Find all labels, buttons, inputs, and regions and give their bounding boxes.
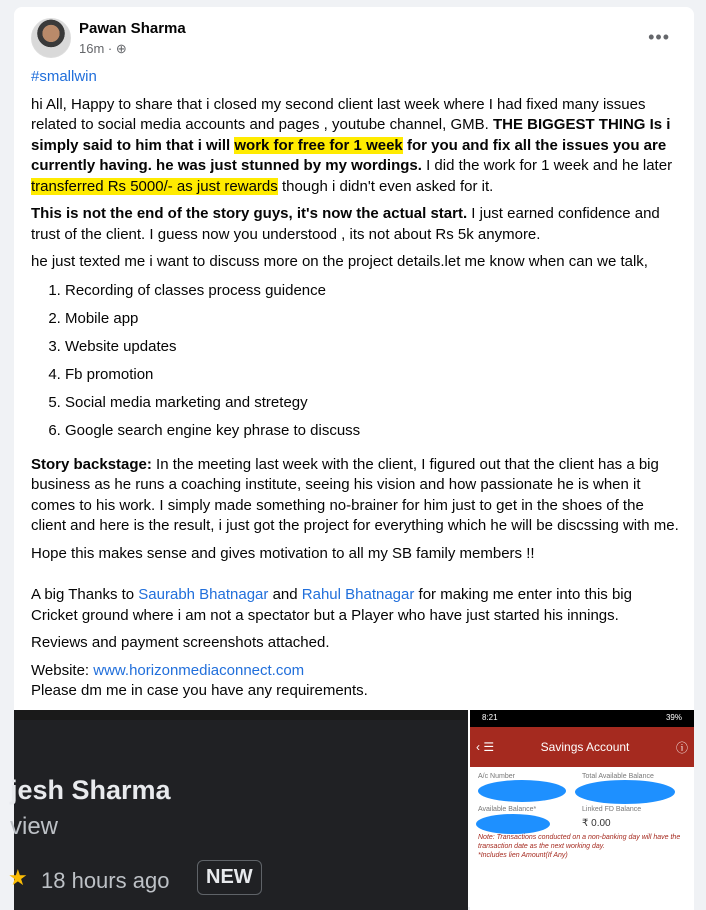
list-item: 6. Google search engine key phrase to discuss bbox=[65, 420, 681, 448]
highlighted-text: work for free for 1 week bbox=[234, 136, 403, 154]
label-ac: A/c Number bbox=[478, 773, 515, 780]
hashtag-link[interactable]: #smallwin bbox=[31, 68, 97, 85]
text: In the meeting last week with the client, I figured out that the client has a big business as he runs a coaching institute, seeing his vision and how passionate he is when it comes to his work. I simply made something no-brainer for him just to get in the shoes of the client and here is the result, i just got the project for everything which he will be discssing with me. bbox=[31, 455, 679, 534]
bank-header bbox=[470, 727, 694, 767]
star-icon: ★ bbox=[8, 865, 28, 890]
mention-saurabh[interactable]: Saurabh Bhatnagar bbox=[138, 586, 269, 603]
list-item: 4. Fb promotion bbox=[65, 364, 681, 392]
note-text: Note: Transactions conducted on a non-banking day will have the transaction date as the next working day. bbox=[478, 834, 681, 850]
bold-text: This is not the end of the story guys, it's now the actual start. bbox=[31, 205, 468, 222]
bold-text: Story backstage: bbox=[31, 455, 152, 473]
bold-text: THE BIGGEST THING Is i simply said to him that i will bbox=[31, 116, 671, 154]
text: and bbox=[268, 586, 302, 603]
list-item: 1. Recording of classes process guidence bbox=[65, 280, 681, 308]
list-item: 5. Social media marketing and stretegy bbox=[65, 392, 681, 420]
reviewer-name: jesh Sharma bbox=[10, 775, 171, 805]
text: hi All, Happy to share that i closed my second client last week where I had fixed many issues related to social media accounts and pages , youtube channel, GMB. bbox=[31, 95, 646, 133]
bank-screenshot[interactable] bbox=[470, 710, 694, 910]
paragraph-website bbox=[31, 661, 681, 682]
fd-value: ₹ 0.00 bbox=[582, 818, 611, 829]
bold-text: for you and fix all the issues you are currently having. he was just stunned by my wordings. bbox=[31, 136, 667, 174]
text: Website: bbox=[31, 661, 94, 679]
back-icon: ‹ ☰ bbox=[476, 740, 495, 754]
text: I just earned confidence and trust of the client. I guess now you understood , its not about Rs 5k anymore. bbox=[31, 205, 660, 243]
text: for making me enter into this big Cricket ground where i am not a spectator but a Player who have just started his innings. bbox=[31, 586, 632, 624]
post-meta bbox=[79, 41, 127, 57]
post-time[interactable]: 16m · bbox=[79, 41, 113, 56]
label-available: Available Balance* bbox=[478, 806, 537, 813]
redaction bbox=[575, 780, 675, 804]
globe-icon: ⊕ bbox=[115, 41, 127, 56]
status-time: 8:21 bbox=[482, 713, 498, 722]
bank-note bbox=[478, 833, 688, 860]
paragraph-story bbox=[31, 455, 681, 537]
list-item: 3. Website updates bbox=[65, 336, 681, 364]
highlighted-text: transferred Rs 5000/- as just rewards bbox=[31, 177, 278, 195]
label-total: Total Available Balance bbox=[582, 773, 654, 780]
battery: 39% bbox=[665, 713, 682, 722]
paragraph-start bbox=[31, 204, 681, 245]
new-badge: NEW bbox=[197, 860, 262, 895]
bank-title: Savings Account bbox=[540, 740, 630, 754]
text: I did the work for 1 week and he later bbox=[421, 157, 673, 174]
text: though i didn't even asked for it. bbox=[277, 177, 494, 195]
post-card bbox=[8, 7, 694, 907]
mention-rahul[interactable]: Rahul Bhatnagar bbox=[301, 586, 415, 603]
author-name[interactable]: Pawan Sharma bbox=[79, 20, 186, 37]
post-images bbox=[8, 710, 694, 910]
website-link[interactable]: www.horizonmediaconnect.com bbox=[93, 661, 305, 679]
review-time: 18 hours ago bbox=[41, 868, 170, 893]
redaction bbox=[476, 814, 550, 834]
review-sub: view bbox=[10, 813, 59, 840]
paragraph-thanks bbox=[31, 585, 681, 626]
help-icon: ⓘ bbox=[675, 740, 688, 755]
paragraph-reviews: Reviews and payment screenshots attached. bbox=[31, 634, 330, 651]
post-body bbox=[31, 67, 681, 709]
author-avatar[interactable] bbox=[31, 18, 71, 58]
project-list bbox=[65, 280, 681, 448]
status-bar bbox=[470, 710, 694, 727]
review-screenshot[interactable] bbox=[8, 710, 468, 910]
paragraph-intro bbox=[31, 95, 681, 198]
lien-text: *Includes lien Amount(If Any) bbox=[478, 852, 568, 859]
more-options-button[interactable]: ••• bbox=[648, 27, 670, 47]
text: A big Thanks to bbox=[31, 586, 139, 603]
label-fd: Linked FD Balance bbox=[582, 806, 642, 813]
paragraph-dm: Please dm me in case you have any requirements. bbox=[31, 682, 368, 699]
paragraph-texted: he just texted me i want to discuss more on the project details.let me know when can we talk, bbox=[31, 253, 648, 270]
paragraph-hope: Hope this makes sense and gives motivation to all my SB family members !! bbox=[31, 544, 535, 562]
redaction bbox=[478, 780, 566, 802]
list-item: 2. Mobile app bbox=[65, 308, 681, 336]
